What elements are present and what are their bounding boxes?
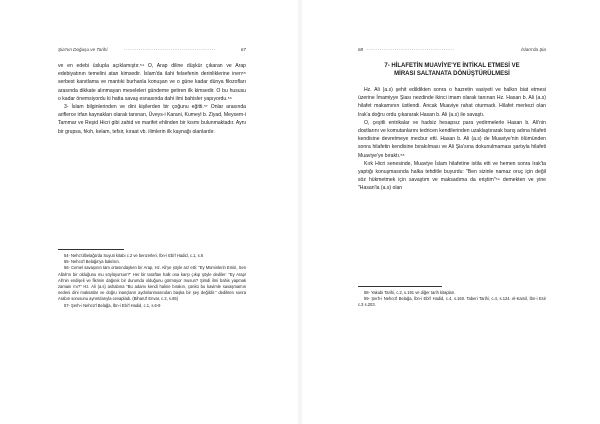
left-header-title: Şia'nın Doğuşu ve Tarihi [58, 47, 108, 52]
footnote-55: 55- Nehcü'l Belağa'ya bakılsın. [64, 259, 120, 265]
left-body-text [58, 62, 246, 136]
right-heading-line-2: MİRASI SALTANATA DÖNÜŞTÜRÜLMESİ [394, 71, 510, 77]
footnote-57: 57- Şerh-i Nehcü'l Belağa, İbn-i Ebi'l Hadid, c.1, s.6-9 [64, 302, 161, 308]
footnote-58: 58- Yakubi Tarihi, c.2, s.191 ve diğer tarih kitapları. [364, 290, 456, 295]
right-header-title: İslam'da Şia [521, 47, 546, 52]
left-page-number: 67 [240, 47, 246, 52]
footnote-56: 56- Cemel savaşının tam ortasındayken bir Arap, Hz. Ali'ye şöyle arz etti: "Ey Müminlerin Emiri, Sen Allah'ın bir olduğunu mu söylüyorsun?" Her bir taraftan halk ona karşı çıkıp şöyle dediler: "Ey Arap! Ali'nin endişeli ve fikrinin dağınık bir durumda olduğunu görmüyor musun? Şimdi ilmi bahis yapmak zamanı mı?" Hz. Ali (a.s) ashabına "Bu adamı kendi haline bırakın, çünkü bu kavimle savaşmamın nedeni dini maksatlar ve doğru inançların aydınlanmasından başka bir şey değildir." dedikten sonra Arabın sorusunu ayrıntılarıyla cevapladı. (Biharu'l Envar, c.2, s.65) [58, 265, 246, 302]
right-page-header [358, 47, 546, 55]
left-footnote-divider [58, 249, 124, 250]
right-body-text [358, 86, 546, 193]
right-section-heading [358, 62, 546, 78]
right-header-leader-dots: ............................................... [367, 47, 456, 51]
right-page-number: 68 [358, 47, 364, 52]
left-header-leader-dots: ................................................. [124, 47, 216, 51]
left-paragraph-1: ve en edebi üslupla açıklamıştır.⁵⁴ O, Arap diline düşkür çıkaran ve Arap edebiyatının temelini atan kimsedir. İslam'da ilahi felsefenin derinliklerine inen⁵⁵ serbest kanıtlama ve mantıki burhanla konuşan ve o güne kadar dünya filozofları arasında dikkate alınmayan meseleleri gündeme getiren ilk kimsedir. O bu hususu o kadar önemsiyordu ki hatta savaş esnasında dahi ilmi bahisler yapıyordu.⁵⁶ [58, 63, 246, 102]
right-page [300, 0, 600, 424]
left-page-header [58, 47, 246, 55]
right-paragraph-3: Kırk Hicri senesinde, Muaviye İslam hilafetine istila etti ve hemen sonra Irak'ta yaptığı konuşmasında halka tehditle buyurdu: "Ben sizinle namaz oruç için değil söz hükmetmek için savaştım ve maksadıma da eriştim"⁵⁹ demekten ve yine "Hasan'la (a.s) olan [358, 160, 546, 192]
right-paragraph-2: O, çeşitli entrikalar ve hadsiz hesapsız para yedirmelerle Hasan b. Ali'nin dostlarını ve komutanlarını tedricen kendilerinden uzaklaştırarak barış adına hilafeti kendisine devretmeye mecbur etti. Hasan b. Ali (a.s) de Muaviye'nin ölümünden sonra hilafetin kendisine bırakılması ve Ali Şia'sına dokunulmaması şartıyla hilafeti Muaviye'ye bıraktı.⁵⁸ [358, 119, 546, 159]
footnote-54: 54- Nehc'ülbelağa'da Suyuti kitabı c.2 ve benzerleri, İbn-i Ebi'l Hadid, c.1, s.6 [64, 253, 204, 258]
right-paragraph-1: Hz. Ali (a.s) şehit edildikten sonra o hazretin vasiyeti ve halkın biat etmesi üzerine İmamiyye Şiası nezdinde ikinci imam olarak tanınan Hz. Hasan b. Ali (a.s) hilafet makamının üstlendi. Ancak Muaviye rahat oturmadı. Hilafet merkezi olan Irak'a doğru ordu çıkararak Hasan b. Ali (a.s) ile savaştı. [358, 87, 546, 118]
right-footnotes [358, 290, 546, 309]
left-paragraph-2: 3- İslam bilginlerinden ve dini kişilerden bir çoğunu eğitti.⁵⁷ Onlar arasında ariflerce irfan kaynakları olarak tanınan, Üveys-i Karani, Kumeyl b. Ziyad, Meysem-i Tammar ve Reşid Hicri gibi zahid ve marifet ehlinden bir kısmı bulunmaktadır. Aynı bir grupsa, fıkıh, kelam, tefsir, kıraat vb. ilimlerin ilk kaynağı olanlardır. [58, 104, 246, 135]
footnote-59: 59- Şerh-i Nehcü'l Belağa, İbn-i Ebi'l Hadid, c.4, s.160. Taberi Tarihi, c.4, s.124. el-Kamil, İbn-i Esir c.3 s.203. [358, 296, 546, 308]
right-heading-line-1: 7- HİLAFETİN MUAVİYE'YE İNTİKAL ETMESİ VE [384, 63, 520, 69]
right-footnote-divider [358, 286, 442, 287]
left-footnotes [58, 253, 246, 309]
